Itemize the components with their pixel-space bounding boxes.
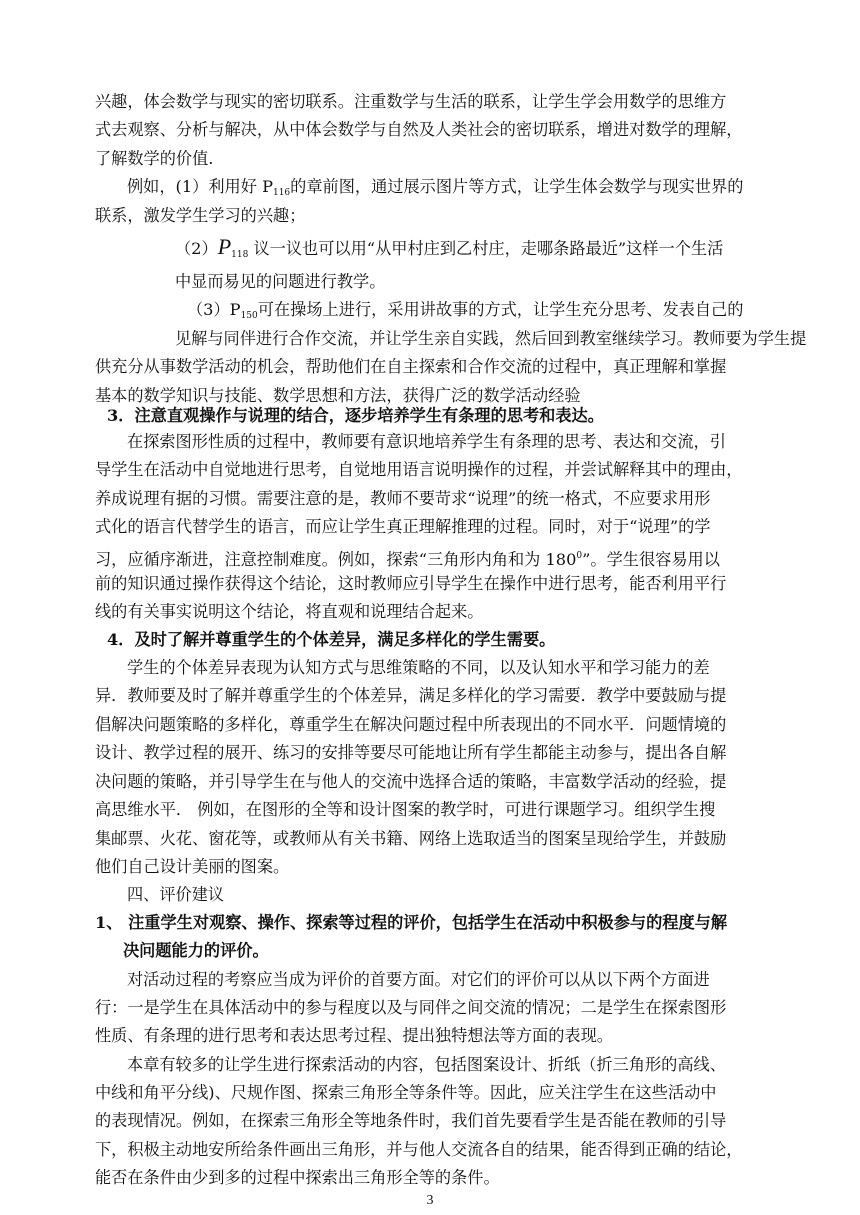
text-line: 基本的数学知识与技能、数学思想和方法，获得广泛的数学活动经验 [95,386,581,405]
text-line: 行：一是学生在具体活动中的参与程度以及与同伴之间交流的情况；二是学生在探索图形 [95,998,727,1017]
text-line: 异．教师要及时了解并尊重学生的个体差异，满足多样化的学习需要．教学中要鼓励与提 [95,686,727,705]
text-line: 见解与同伴进行合作交流，并让学生亲自实践，然后回到教室继续学习。教师要为学生提 [175,329,807,348]
text-line: 导学生在活动中自觉地进行思考，自觉地用语言说明操作的过程，并尝试解释其中的理由， [95,460,743,479]
text-line: 式去观察、分析与解决，从中体会数学与自然及人类社会的密切联系，增进对数学的理解， [95,120,743,139]
degree-superscript: 0 [576,551,583,561]
section-heading: 1、 注重学生对观察、操作、探索等过程的评价，包括学生在活动中积极参与的程度与解 [95,913,728,932]
text-run: 习，应循序渐进，注意控制难度。例如，探索“三角形内角和为 180 [95,550,577,569]
text-line: 本章有较多的让学生进行探索活动的内容，包括图案设计、折纸（折三角形的高线、 [127,1055,726,1074]
text-run: 例如，(1）利用好 P [127,177,273,196]
page-ref-subscript: 150 [240,311,258,321]
text-line: 养成说理有据的习惯。需要注意的是，教师不要苛求“说理”的统一格式，不应要求用形 [95,489,711,508]
text-line: 供充分从事数学活动的机会，帮助他们在自主探索和合作交流的过程中，真正理解和掌握 [95,357,727,376]
page-ref-subscript: 118 [231,250,249,260]
text-line: 高思维水平． 例如，在图形的全等和设计图案的教学时，可进行课题学习。组织学生搜 [95,800,716,819]
page-ref-subscript: 116 [272,188,291,198]
page-ref-letter: P [217,234,232,259]
text-line: 的表现情况。例如，在探索三角形全等地条件时，我们首先要看学生是否能在教师的引导 [95,1111,727,1130]
text-line: 决问题的策略，并引导学生在与他人的交流中选择合适的策略，丰富数学活动的经验，提 [95,772,727,791]
text-line: 中线和角平分线)、尺规作图、探索三角形全等条件等。因此，应关注学生在这些活动中 [95,1083,717,1102]
text-line: 线的有关事实说明这个结论，将直观和说理结合起来。 [95,602,484,621]
text-run: 可在操场上进行，采用讲故事的方式，让学生充分思考、发表自己的 [257,300,744,319]
text-line: 前的知识通过操作获得这个结论，这时教师应引导学生在操作中进行思考，能否利用平行 [95,574,727,593]
text-line: 设计、教学过程的展开、练习的安排等要尽可能地让所有学生都能主动参与，提出各自解 [95,743,727,762]
text-line: 兴趣，体会数学与现实的密切联系。注重数学与生活的联系，让学生学会用数学的思维方 [95,92,727,111]
text-line: 能否在条件由少到多的过程中探索出三角形全等的条件。 [95,1168,500,1187]
text-line: 中显而易见的问题进行教学。 [175,272,386,291]
text-line: 在探索图形性质的过程中，教师要有意识地培养学生有条理的思考、表达和交流，引 [127,432,726,451]
page-number: 3 [426,1193,434,1208]
text-line [175,232,855,270]
text-line: 学生的个体差异表现为认知方式与思维策略的不同，以及认知水平和学习能力的差 [127,658,710,677]
section-heading: 4．及时了解并尊重学生的个体差异，满足多样化的学生需要。 [107,630,556,649]
text-run: （3）P [187,300,241,319]
text-line [127,175,807,205]
text-line: 下，积极主动地安所给条件画出三角形，并与他人交流各自的结果，能否得到正确的结论， [95,1140,743,1159]
text-run: 的章前图，通过展示图片等方式，让学生体会数学与现实世界的 [290,177,744,196]
text-line [187,298,860,328]
text-line: 他们自己设计美丽的图案。 [95,857,290,876]
text-line: 性质、有条理的进行思考和表达思考过程、提出独特想法等方面的表现。 [95,1026,613,1045]
text-line: 倡解决问题策略的多样化，尊重学生在解决问题过程中所表现出的不同水平．问题情境的 [95,715,727,734]
text-run: （2） [175,239,218,258]
text-run: ”。学生很容易用以 [582,550,720,569]
section-heading: 3．注意直观操作与说理的结合，逐步培养学生有条理的思考和表达。 [107,406,604,425]
text-line: 联系，激发学生学习的兴趣； [95,206,306,225]
section-heading: 决问题能力的评价。 [123,941,269,960]
text-run: 议一议也可以用“从甲村庄到乙村庄，走哪条路最近”这样一个生活 [253,239,724,258]
text-line: 式化的语言代替学生的语言，而应让学生真正理解推理的过程。同时，对于“说理”的学 [95,517,711,536]
text-line [95,544,775,572]
text-line: 了解数学的价值. [95,149,214,168]
text-line: 对活动过程的考察应当成为评价的首要方面。对它们的评价可以从以下两个方面进 [127,970,710,989]
section-title: 四、评价建议 [127,885,225,904]
text-line: 集邮票、火花、窗花等，或教师从有关书籍、网络上选取适当的图案呈现给学生，并鼓励 [95,829,727,848]
